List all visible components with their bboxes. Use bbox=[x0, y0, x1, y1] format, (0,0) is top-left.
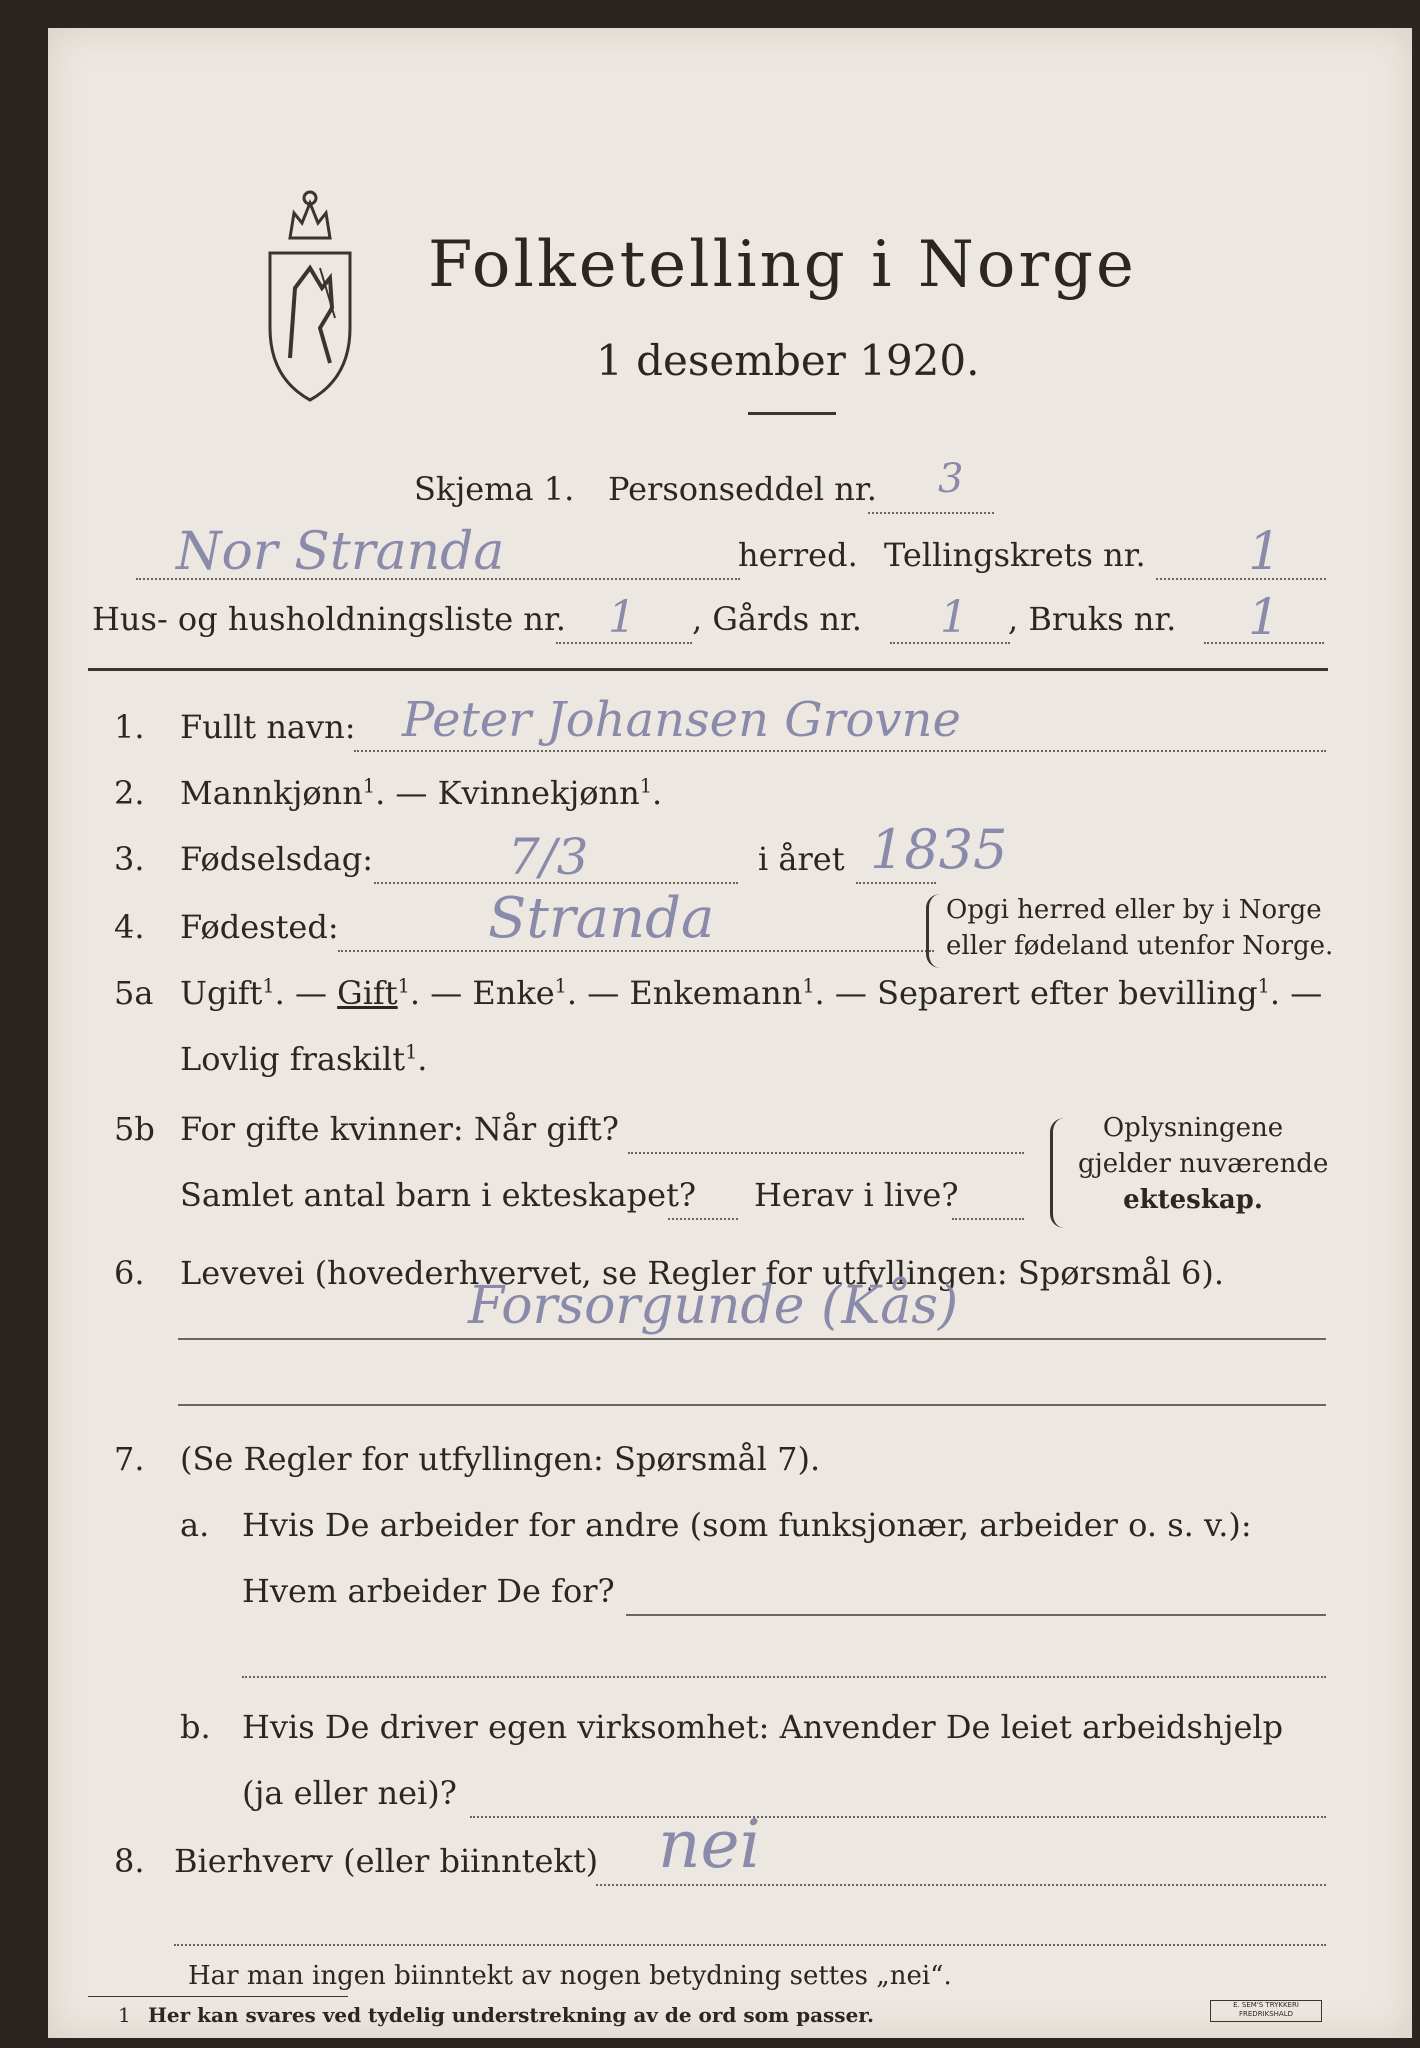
q7a-label-2: Hvem arbeider De for? bbox=[242, 1572, 615, 1610]
q4-label: Fødested: bbox=[180, 908, 339, 946]
q6-number: 6. bbox=[114, 1254, 145, 1292]
q3-number: 3. bbox=[114, 840, 145, 878]
tellingskrets-value: 1 bbox=[1248, 522, 1282, 582]
q5a-option-enke[interactable]: Enke bbox=[472, 974, 555, 1012]
q5b-label-when: For gifte kvinner: Når gift? bbox=[180, 1110, 619, 1148]
tellingskrets-field bbox=[1156, 578, 1326, 580]
q7-label: (Se Regler for utfyllingen: Spørsmål 7). bbox=[180, 1440, 821, 1478]
q5b-children-field bbox=[668, 1218, 738, 1220]
hus-value: 1 bbox=[608, 592, 636, 643]
q4-number: 4. bbox=[114, 908, 145, 946]
q5a-options: Ugift$^1$. — Gift$^1$. — Enke$^1$. — Enkemann$^1$. — Separert efter bevilling$^1$. — bbox=[180, 974, 1323, 1012]
q4-brace bbox=[926, 894, 943, 968]
q5a-option-separert[interactable]: Separert efter bevilling bbox=[877, 974, 1258, 1012]
personseddel-field bbox=[868, 512, 994, 514]
printer-stamp: E. SEM'S TRYKKERI FREDRIKSHALD bbox=[1210, 2000, 1322, 2022]
q8-field bbox=[596, 1884, 1326, 1886]
q2-options: Mannkjønn$^1$. — Kvinnekjønn$^1$. bbox=[180, 774, 663, 812]
q3-value: 7/3 bbox=[508, 828, 589, 886]
q5b-label-alive: Herav i live? bbox=[754, 1176, 959, 1214]
q3-year-field bbox=[856, 882, 936, 884]
hus-label: Hus- og husholdningsliste nr. bbox=[92, 600, 566, 638]
q4-note: Opgi herred eller by i Norge eller fødeland utenfor Norge. bbox=[946, 895, 1334, 961]
tellingskrets-label: Tellingskrets nr. bbox=[884, 536, 1146, 574]
q6-label: Levevei (hovederhvervet, se Regler for utfyllingen: Spørsmål 6). bbox=[180, 1254, 1225, 1292]
q5b-when-field bbox=[628, 1152, 1024, 1154]
personseddel-value: 3 bbox=[938, 456, 964, 502]
q5a-number: 5a bbox=[114, 974, 154, 1012]
q7a-number: a. bbox=[180, 1506, 210, 1544]
q1-field bbox=[354, 750, 1326, 752]
q8-value: nei bbox=[658, 1806, 761, 1883]
gards-label: , Gårds nr. bbox=[692, 600, 862, 638]
q5a-option-enkemann[interactable]: Enkemann bbox=[629, 974, 803, 1012]
personseddel-label: Personseddel nr. bbox=[608, 470, 877, 508]
q4-value: Stranda bbox=[488, 886, 715, 951]
form-title: Folketelling i Norge bbox=[428, 228, 1137, 302]
q7a-field bbox=[626, 1614, 1326, 1616]
q5a-option-gift[interactable]: Gift bbox=[337, 974, 398, 1012]
q5b-label-children: Samlet antal barn i ekteskapet? bbox=[180, 1176, 697, 1214]
q7a-field-2 bbox=[242, 1676, 1326, 1678]
q7b-number: b. bbox=[180, 1708, 211, 1746]
q5b-note: Oplysningene gjelder nuværende ekteskap. bbox=[1078, 1113, 1329, 1215]
footnote-text: Her kan svares ved tydelig understrekning av de ord som passer. bbox=[148, 2003, 874, 2027]
q7a-label-1: Hvis De arbeider for andre (som funksjonær, arbeider o. s. v.): bbox=[242, 1506, 1252, 1544]
q3-label: Fødselsdag: bbox=[180, 840, 374, 878]
q5b-alive-field bbox=[952, 1218, 1024, 1220]
q6-value: Forsorgunde (Kås) bbox=[468, 1276, 959, 1336]
schema-label: Skjema 1. bbox=[414, 470, 575, 508]
q5b-number: 5b bbox=[114, 1110, 155, 1148]
q8-number: 8. bbox=[114, 1842, 145, 1880]
coat-of-arms-icon bbox=[260, 168, 360, 408]
title-divider bbox=[748, 412, 836, 415]
q1-value: Peter Johansen Grovne bbox=[402, 692, 961, 748]
q5b-brace bbox=[1050, 1118, 1067, 1228]
q2-number: 2. bbox=[114, 774, 145, 812]
bruks-value: 1 bbox=[1248, 588, 1280, 646]
census-date: 1 desember 1920. bbox=[596, 336, 980, 385]
herred-value: Nor Stranda bbox=[176, 522, 505, 582]
header-rule bbox=[88, 668, 1328, 671]
footer-note: Har man ingen biinntekt av nogen betydning settes „nei“. bbox=[188, 1961, 952, 1991]
q7-number: 7. bbox=[114, 1440, 145, 1478]
q2-option-mannkjonn[interactable]: Mannkjønn bbox=[180, 774, 363, 812]
q5a-option-ugift[interactable]: Ugift bbox=[180, 974, 263, 1012]
q3-year-label: i året bbox=[758, 840, 845, 878]
q8-field-2 bbox=[174, 1944, 1326, 1946]
census-form bbox=[48, 28, 1412, 2038]
bruks-label: , Bruks nr. bbox=[1008, 600, 1177, 638]
q2-option-kvinnekjonn[interactable]: Kvinnekjønn bbox=[437, 774, 640, 812]
q6-field-1 bbox=[178, 1338, 1326, 1340]
footnote-rule bbox=[88, 1996, 348, 1997]
q3-year-value: 1835 bbox=[870, 818, 1008, 881]
q6-field-2 bbox=[178, 1404, 1326, 1406]
gards-value: 1 bbox=[940, 592, 968, 643]
q8-label: Bierhverv (eller biinntekt) bbox=[174, 1842, 599, 1880]
q7b-field bbox=[470, 1816, 1326, 1818]
q5a-option-lovlig[interactable]: Lovlig fraskilt$^1$. bbox=[180, 1040, 428, 1078]
herred-label: herred. bbox=[738, 536, 858, 574]
q7b-label-1: Hvis De driver egen virksomhet: Anvender De leiet arbeidshjelp bbox=[242, 1708, 1284, 1746]
q1-label: Fullt navn: bbox=[180, 708, 356, 746]
footnote-number: 1 bbox=[118, 2003, 131, 2027]
q1-number: 1. bbox=[114, 708, 145, 746]
q7b-label-2: (ja eller nei)? bbox=[242, 1774, 457, 1812]
